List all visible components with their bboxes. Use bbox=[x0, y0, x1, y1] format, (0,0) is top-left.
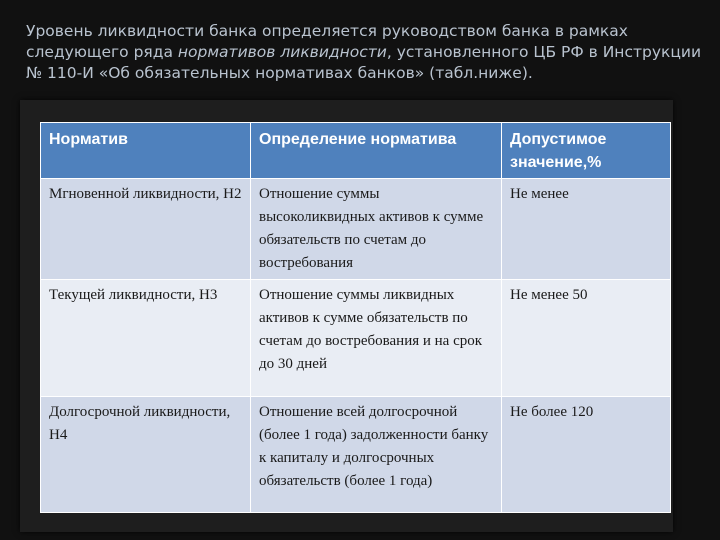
intro-paragraph bbox=[26, 21, 706, 84]
header-ratio: Норматив bbox=[41, 123, 251, 179]
intro-text-part1: Уровень ликвидности банка определяется руководством банка в рамках следующего ряда bbox=[26, 22, 628, 61]
ratio-name: Мгновенной ликвидности, Н2 bbox=[41, 179, 251, 280]
ratio-name: Долгосрочной ликвидности, Н4 bbox=[41, 397, 251, 513]
liquidity-ratios-table bbox=[40, 122, 671, 513]
table-row bbox=[41, 280, 671, 397]
table-header-row bbox=[41, 123, 671, 179]
intro-text-italic: нормативов ликвидности bbox=[177, 43, 387, 61]
table-row bbox=[41, 397, 671, 513]
ratio-value: Не менее bbox=[502, 179, 671, 280]
ratio-value: Не менее 50 bbox=[502, 280, 671, 397]
ratio-definition: Отношение всей долгосрочной (более 1 года) задолженности банку к капиталу и долгосрочных обязательств (более 1 года) bbox=[251, 397, 502, 513]
header-definition: Определение норматива bbox=[251, 123, 502, 179]
intro-text-part3: , установленного ЦБ РФ в Инструкции № 110-И «Об обязательных нормативах банков» (табл.ниже). bbox=[26, 43, 702, 82]
ratio-value: Не более 120 bbox=[502, 397, 671, 513]
ratio-name: Текущей ликвидности, Н3 bbox=[41, 280, 251, 397]
header-allowed-value: Допустимое значение,% bbox=[502, 123, 671, 179]
ratio-definition: Отношение суммы высоколиквидных активов к сумме обязательств по счетам до востребования bbox=[251, 179, 502, 280]
ratio-definition: Отношение суммы ликвидных активов к сумме обязательств по счетам до востребования и на срок до 30 дней bbox=[251, 280, 502, 397]
table-row bbox=[41, 179, 671, 280]
